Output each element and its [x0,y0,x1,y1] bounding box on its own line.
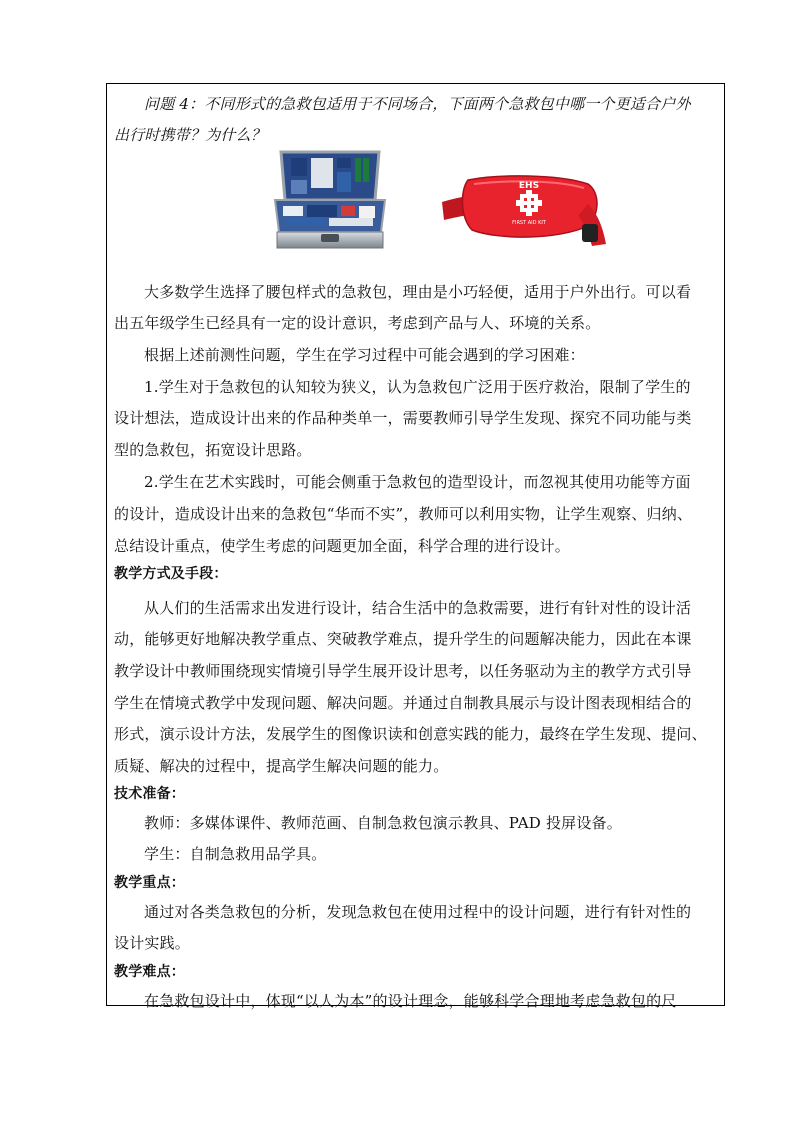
point2-line2: 的设计，造成设计出来的急救包“华而不实”，教师可以利用实物，让学生观察、归纳、 [114,505,693,523]
method-line2: 动，能够更好地解决教学重点、突破教学难点，提升学生的问题解决能力，因此在本课 [114,630,692,648]
aluminum-first-aid-case-icon [271,150,389,250]
answer-line2: 出五年级学生已经具有一定的设计意识，考虑到产品与人、环境的关系。 [114,314,601,332]
answer-line1: 大多数学生选择了腰包样式的急救包，理由是小巧轻便，适用于户外出行。可以看 [144,283,692,301]
key-line2: 设计实践。 [114,934,191,952]
point1-line1: 1.学生对于急救包的认知较为狭义，认为急救包广泛用于医疗救治，限制了学生的 [144,378,691,396]
heading-tech: 技术准备： [114,786,185,802]
intro-line: 根据上述前测性问题，学生在学习过程中可能会遇到的学习困难： [144,346,585,364]
point2-line3: 总结设计重点，使学生考虑的问题更加全面，科学合理的进行设计。 [114,537,571,555]
method-line3: 教学设计中教师围绕现实情境引导学生展开设计思考，以任务驱动为主的教学方式引导 [114,662,692,680]
question4-line2: 出行时携带？为什么？ [114,126,267,144]
waistbag-caption: FIRST AID KIT [512,220,546,226]
method-line6: 质疑、解决的过程中，提高学生解决问题的能力。 [114,757,449,775]
diff-line1: 在急救包设计中，体现“以人为本”的设计理念，能够科学合理地考虑急救包的尺 [144,992,677,1010]
point2-line1: 2.学生在艺术实践时，可能会侧重于急救包的造型设计，而忽视其使用功能等方面 [144,473,691,491]
method-line5: 形式，演示设计方法，发展学生的图像识读和创意实践的能力，最终在学生发现、提问、 [114,725,707,743]
student-prep: 学生：自制急救用品学具。 [144,845,327,863]
key-line1: 通过对各类急救包的分析，发现急救包在使用过程中的设计问题，进行有针对性的 [144,903,692,921]
teacher-prep: 教师：多媒体课件、教师范画、自制急救包演示教具、PAD 投屏设备。 [144,814,622,832]
question4-line1: 问题 4：不同形式的急救包适用于不同场合，下面两个急救包中哪一个更适合户外 [144,95,691,113]
heading-key: 教学重点： [114,875,185,891]
point1-line2: 设计想法，造成设计出来的作品种类单一，需要教师引导学生发现、探究不同功能与类 [114,409,692,427]
heading-diff: 教学难点： [114,964,185,980]
method-line1: 从人们的生活需求出发进行设计，结合生活中的急救需要，进行有针对性的设计活 [144,599,692,617]
heading-method: 教学方式及手段： [114,566,228,582]
red-waist-first-aid-bag-icon [438,174,608,254]
method-line4: 学生在情境式教学中发现问题、解决问题。并通过自制教具展示与设计图表现相结合的 [114,694,692,712]
point1-line3: 型的急救包，拓宽设计思路。 [114,441,312,459]
waistbag-logo: EHS [518,181,540,191]
